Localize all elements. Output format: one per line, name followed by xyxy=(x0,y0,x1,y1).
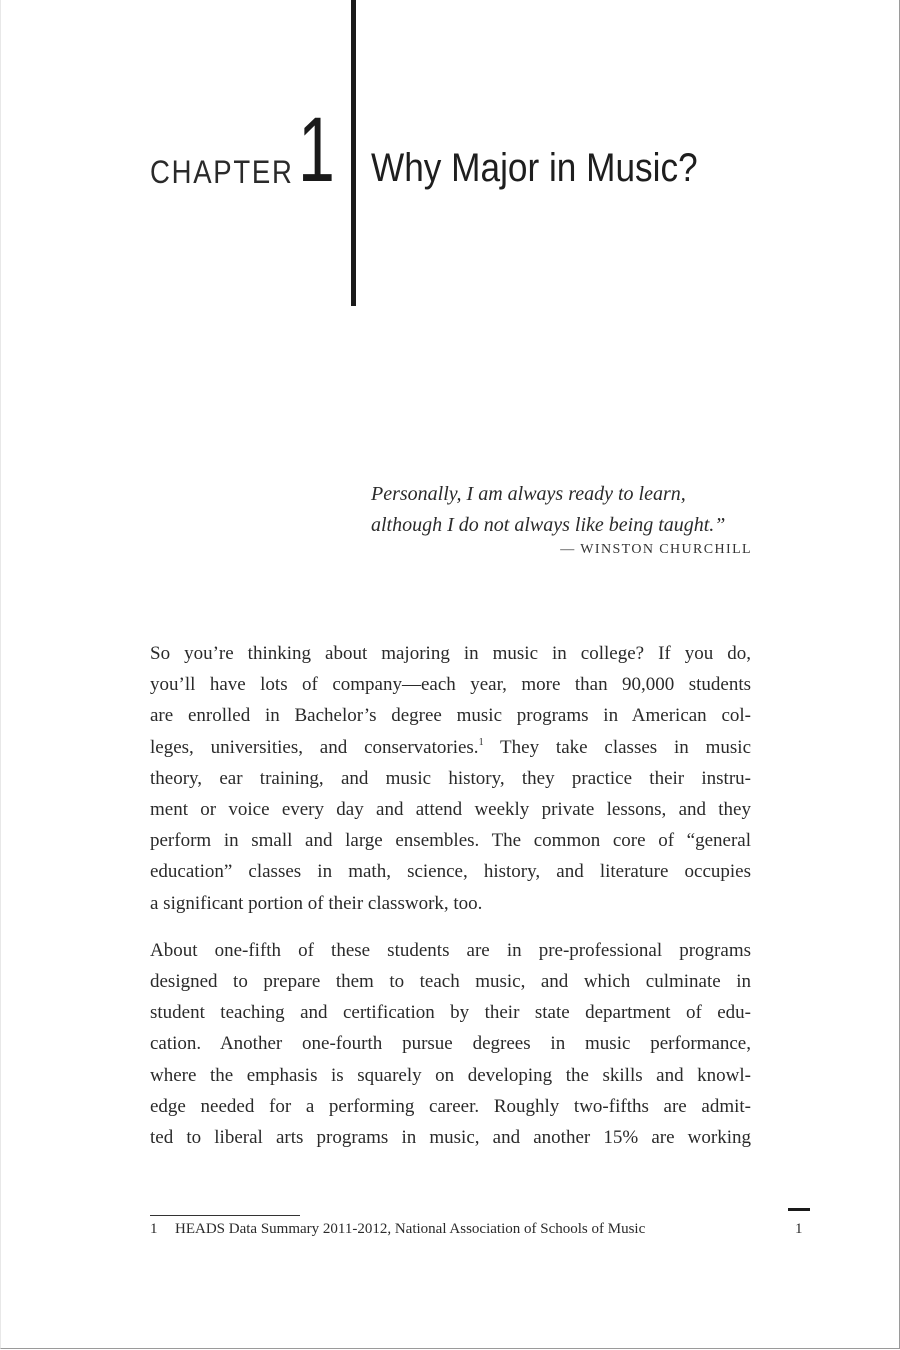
text-line: are enrolled in Bachelor’s degree music programs in American col- xyxy=(150,705,751,727)
text-line: perform in small and large ensembles. The common core of “general xyxy=(150,830,751,852)
footnote-reference[interactable]: 1 xyxy=(478,736,484,748)
text-line xyxy=(150,732,751,763)
text-line: you’ll have lots of company—each year, more than 90,000 students xyxy=(150,674,751,696)
folio-rule xyxy=(788,1208,810,1211)
chapter-number: 1 xyxy=(298,99,335,201)
page-number: 1 xyxy=(795,1221,803,1237)
footnote-number: 1 xyxy=(150,1221,158,1237)
chapter-title: Why Major in Music? xyxy=(371,146,698,190)
chapter-label: CHAPTER xyxy=(150,154,294,190)
text-line: ment or voice every day and attend weekly private lessons, and they xyxy=(150,799,751,821)
text-line: where the emphasis is squarely on developing the skills and knowl- xyxy=(150,1064,751,1086)
text-line: ted to liberal arts programs in music, and another 15% are working xyxy=(150,1127,751,1149)
body-text xyxy=(150,638,751,1153)
text-line: designed to prepare them to teach music, and which culminate in xyxy=(150,971,751,993)
paragraph-2 xyxy=(150,935,751,1153)
epigraph-attribution: — WINSTON CHURCHILL xyxy=(560,542,752,557)
text-segment: leges, universities, and conservatories. xyxy=(150,736,479,758)
chapter-vertical-rule xyxy=(351,0,356,306)
footnote-text: HEADS Data Summary 2011-2012, National Association of Schools of Music xyxy=(175,1221,646,1237)
footnote xyxy=(150,1221,645,1238)
paragraph-1 xyxy=(150,638,751,919)
epigraph xyxy=(371,479,752,558)
text-line: education” classes in math, science, history, and literature occupies xyxy=(150,861,751,883)
text-line: So you’re thinking about majoring in music in college? If you do, xyxy=(150,643,751,664)
text-line: edge needed for a performing career. Roughly two-fifths are admit- xyxy=(150,1095,751,1117)
text-line: cation. Another one-fourth pursue degrees in music performance, xyxy=(150,1033,751,1055)
epigraph-line: although I do not always like being taught.” xyxy=(371,514,726,536)
text-line: theory, ear training, and music history, they practice their instru- xyxy=(150,767,751,789)
epigraph-line: Personally, I am always ready to learn, xyxy=(371,483,686,505)
footnote-rule xyxy=(150,1215,300,1216)
text-line: About one-fifth of these students are in pre-professional programs xyxy=(150,939,751,961)
text-line: student teaching and certification by their state department of edu- xyxy=(150,1002,751,1024)
text-segment: They take classes in music xyxy=(483,736,751,758)
text-line: a significant portion of their classwork, too. xyxy=(150,892,483,914)
